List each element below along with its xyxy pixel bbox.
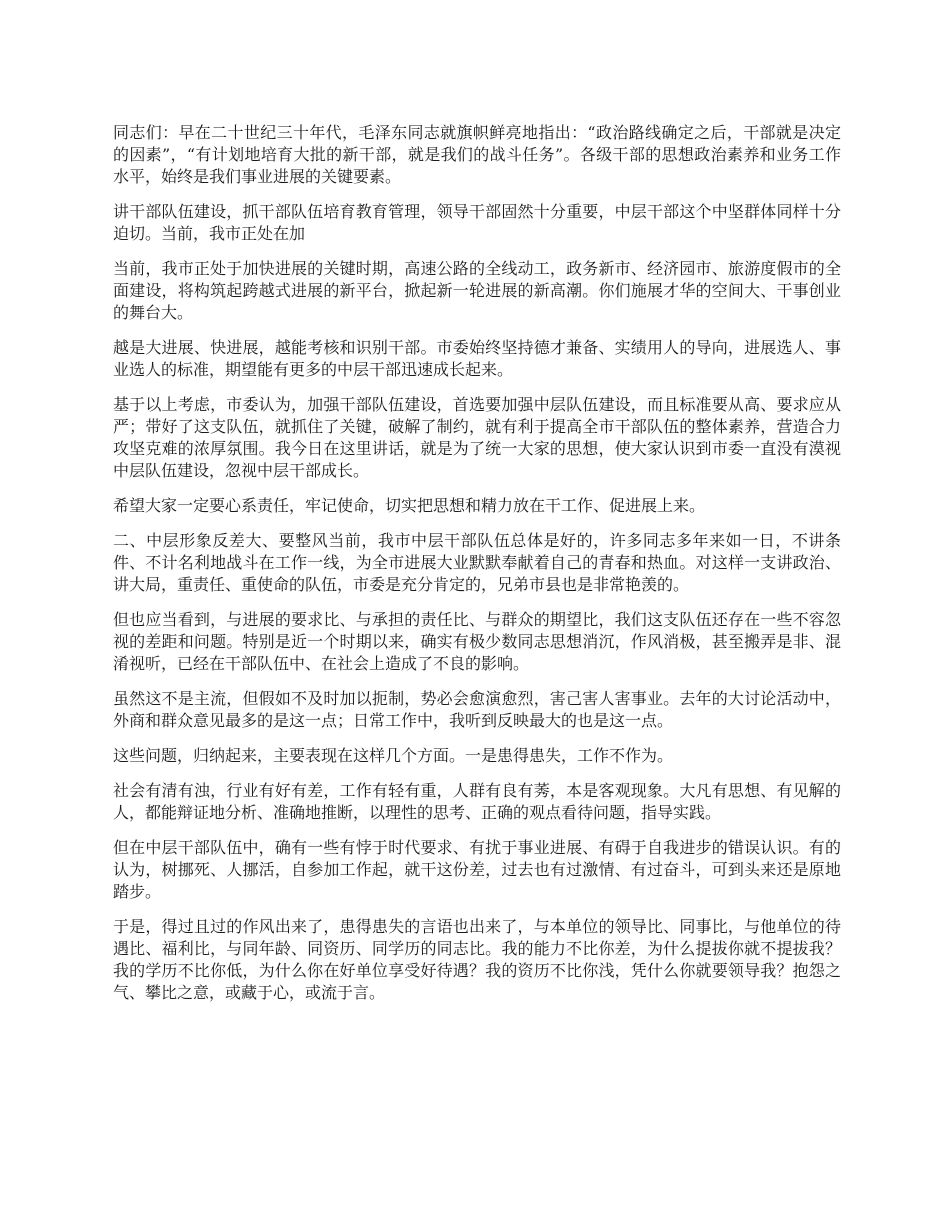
paragraph: 虽然这不是主流，但假如不及时加以扼制，势必会愈演愈烈，害己害人害事业。去年的大讨论活动中，外商和群众意见最多的是这一点；日常工作中，我听到反映最大的也是这一点。 (113, 689, 841, 730)
document-body (113, 122, 841, 1017)
paragraph: 越是大进展、快进展，越能考核和识别干部。市委始终坚持德才兼备、实绩用人的导向，进展选人、事业选人的标准，期望能有更多的中层干部迅速成长起来。 (113, 338, 841, 379)
paragraph: 但也应当看到，与进展的要求比、与承担的责任比、与群众的期望比，我们这支队伍还存在一些不容忽视的差距和问题。特别是近一个时期以来，确实有极少数同志思想消沉，作风消极，甚至搬弄是非、混淆视听，已经在干部队伍中、在社会上造成了不良的影响。 (113, 610, 841, 673)
paragraph: 当前，我市正处于加快进展的关键时期，高速公路的全线动工，政务新市、经济园市、旅游度假市的全面建设，将构筑起跨越式进展的新平台，掀起新一轮进展的新高潮。你们施展才华的空间大、干事创业的舞台大。 (113, 259, 841, 322)
paragraph: 基于以上考虑，市委认为，加强干部队伍建设，首选要加强中层队伍建设，而且标准要从高、要求应从严；带好了这支队伍，就抓住了关键，破解了制约，就有利于提高全市干部队伍的整体素养，营造合力攻坚克难的浓厚氛围。我今日在这里讲话，就是为了统一大家的思想，使大家认识到市委一直没有漠视中层队伍建设，忽视中层干部成长。 (113, 395, 841, 480)
paragraph: 这些问题，归纳起来，主要表现在这样几个方面。一是患得患失，工作不作为。 (113, 746, 674, 765)
paragraph: 社会有清有浊，行业有好有差，工作有轻有重，人群有良有莠，本是客观现象。大凡有思想、有见解的人，都能辩证地分析、准确地推断，以理性的思考、正确的观点看待问题，指导实践。 (113, 781, 841, 822)
paragraph: 讲干部队伍建设，抓干部队伍培育教育管理，领导干部固然十分重要，中层干部这个中坚群体同样十分迫切。当前，我市正处在加 (113, 202, 841, 243)
paragraph: 希望大家一定要心系责任，牢记使命，切实把思想和精力放在干工作、促进展上来。 (113, 496, 706, 515)
paragraph: 于是，得过且过的作风出来了，患得患失的言语也出来了，与本单位的领导比、同事比，与他单位的待遇比、福利比，与同年龄、同资历、同学历的同志比。我的能力不比你差，为什么提拔你就不提拔我？我的学历不比你低，为什么你在好单位享受好待遇？我的资历不比你浅，凭什么你就要领导我？抱怨之气、攀比之意，或藏于心，或流于言。 (113, 917, 841, 1002)
paragraph: 二、中层形象反差大、要整风当前，我市中层干部队伍总体是好的，许多同志多年来如一日，不讲条件、不计名利地战斗在工作一线，为全市进展大业默默奉献着自己的青春和热血。对这样一支讲政治、讲大局，重责任、重使命的队伍，市委是充分肯定的，兄弟市县也是非常艳羡的。 (113, 531, 841, 594)
paragraph: 同志们：早在二十世纪三十年代，毛泽东同志就旗帜鲜亮地指出：“政治路线确定之后，干部就是决定的因素”，“有计划地培育大批的新干部，就是我们的战斗任务”。各级干部的思想政治素养和业务工作水平，始终是我们事业进展的关键要素。 (113, 123, 841, 186)
paragraph: 但在中层干部队伍中，确有一些有悖于时代要求、有扰于事业进展、有碍于自我进步的错误认识。有的认为，树挪死、人挪活，自参加工作起，就干这份差，过去也有过激情、有过奋斗，可到头来还是原地踏步。 (113, 838, 841, 901)
